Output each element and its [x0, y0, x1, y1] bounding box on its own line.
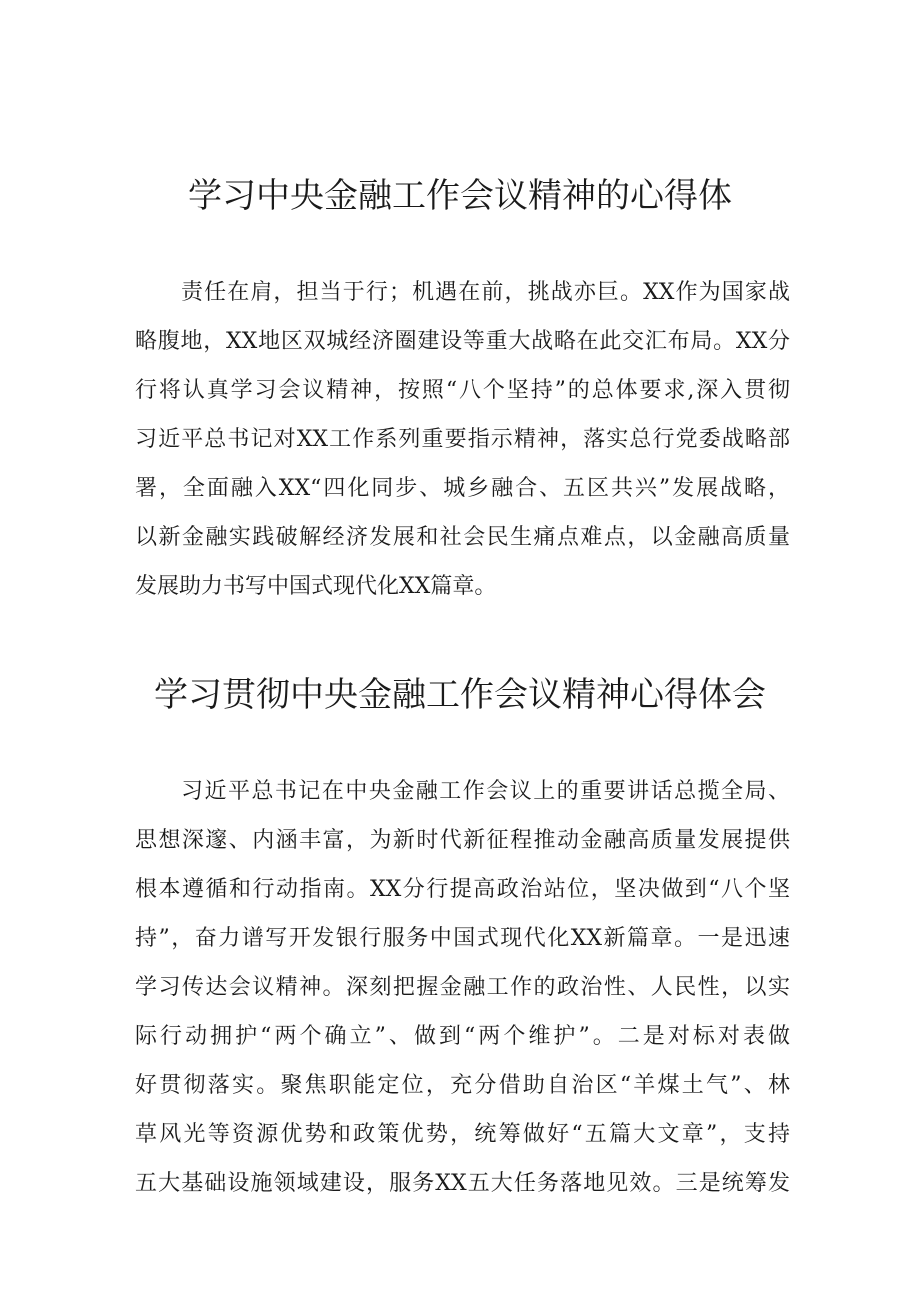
section-2-paragraph — [135, 767, 790, 1208]
section-2-title: 学习贯彻中央金融工作会议精神心得体会 — [154, 675, 766, 715]
paragraph-line: 草风光等资源优势和政策优势，统筹做好“五篇大文章”，支持 — [135, 1122, 790, 1147]
paragraph-line: 根本遵循和行动指南。XX分行提高政治站位，坚决做到“八个坚 — [135, 877, 790, 902]
paragraph-line: 发展助力书写中国式现代化XX篇章。 — [135, 574, 497, 599]
paragraph-line: 思想深邃、内涵丰富，为新时代新征程推动金融高质量发展提供 — [135, 828, 790, 853]
paragraph-line: 责任在肩，担当于行；机遇在前，挑战亦巨。XX作为国家战 — [181, 280, 790, 305]
section-1-paragraph — [135, 268, 790, 611]
paragraph-line: 略腹地，XX地区双城经济圈建设等重大战略在此交汇布局。XX分 — [135, 329, 790, 354]
paragraph-line: 行将认真学习会议精神，按照“八个坚持”的总体要求,深入贯彻 — [135, 378, 790, 403]
paragraph-line: 学习传达会议精神。深刻把握金融工作的政治性、人民性，以实 — [135, 975, 790, 1000]
paragraph-line: 习近平总书记在中央金融工作会议上的重要讲话总揽全局、 — [181, 779, 790, 804]
paragraph-line: 际行动拥护“两个确立”、做到“两个维护”。二是对标对表做 — [135, 1024, 790, 1049]
section-1-title: 学习中央金融工作会议精神的心得体 — [188, 176, 732, 216]
paragraph-line: 五大基础设施领域建设，服务XX五大任务落地见效。三是统筹发 — [135, 1171, 790, 1196]
paragraph-line: 好贯彻落实。聚焦职能定位，充分借助自治区“羊煤土气”、林 — [135, 1073, 790, 1098]
paragraph-line: 习近平总书记对XX工作系列重要指示精神，落实总行党委战略部 — [135, 427, 790, 452]
paragraph-line: 以新金融实践破解经济发展和社会民生痛点难点，以金融高质量 — [135, 525, 790, 550]
paragraph-line: 署，全面融入XX“四化同步、城乡融合、五区共兴”发展战略， — [135, 476, 790, 501]
paragraph-line: 持”，奋力谱写开发银行服务中国式现代化XX新篇章。一是迅速 — [135, 926, 790, 951]
